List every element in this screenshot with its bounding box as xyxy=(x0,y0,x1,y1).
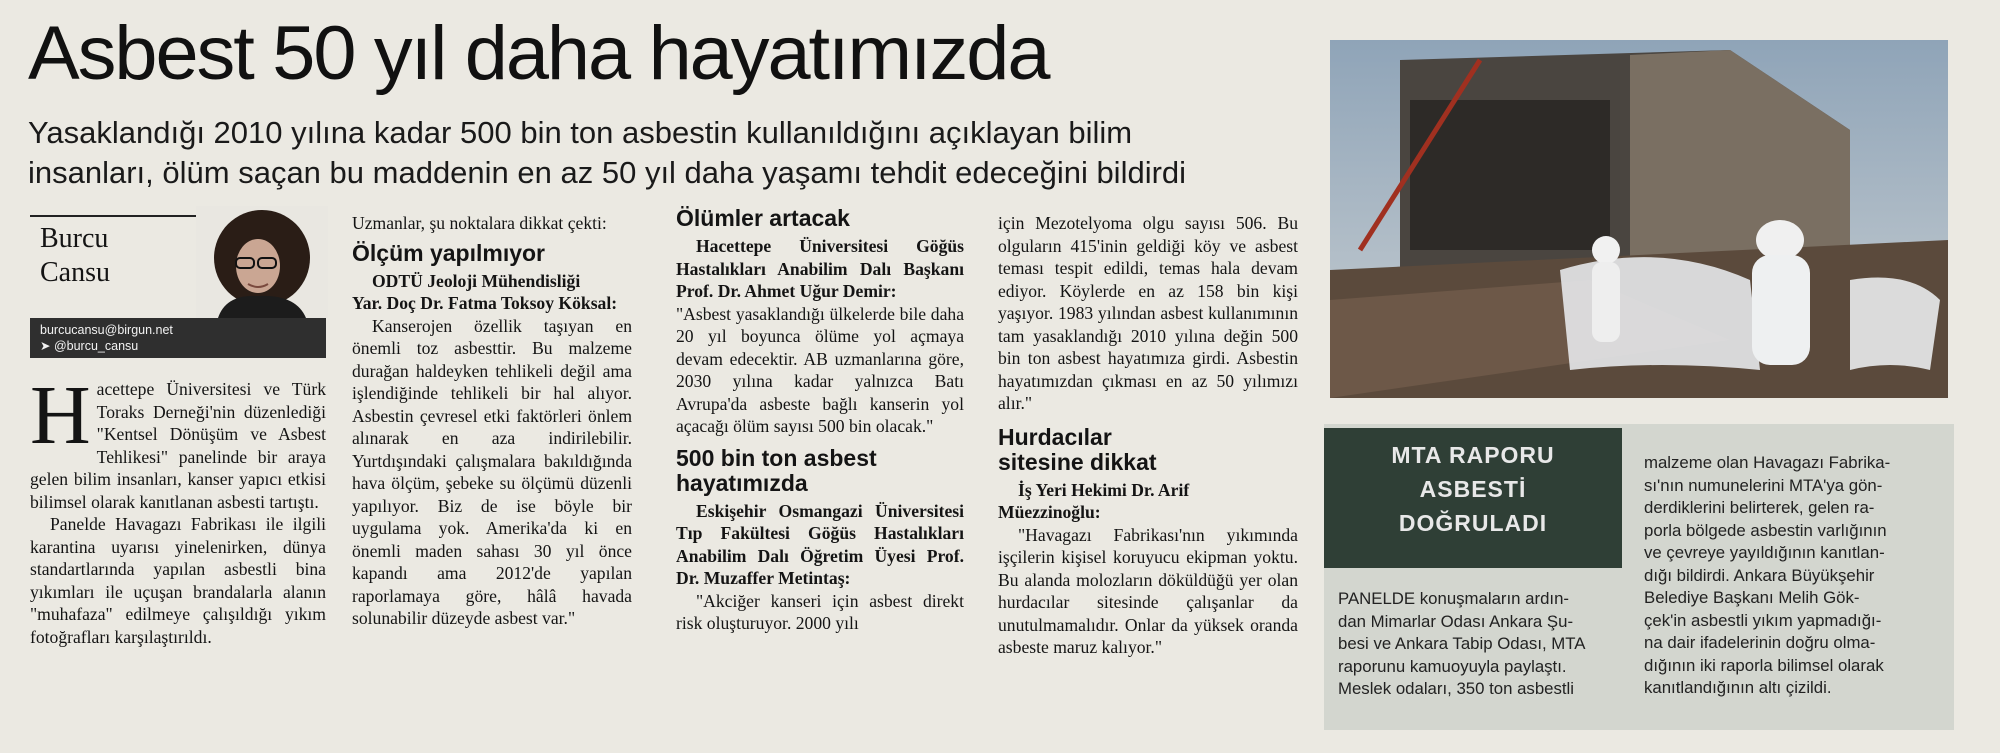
dropcap: H xyxy=(30,369,91,462)
col1-paragraph-2: Panelde Havagazı Fabrikası ile ilgili karantina uyarısı yinelenirken, dünya standartlarında yapılan asbestli bina yıkımları ile uçuşan brandalarla alanın "muhafaza" edilmeye çalışıldığı yıkım fotoğrafları karşılaştırıldı. xyxy=(30,514,326,647)
author-photo xyxy=(196,206,328,318)
col3-body-1: "Asbest yasaklandığı ülkelerde bile daha 20 yıl boyunca ölüme yol açmaya devam edecektir. AB uzmanlarına göre, 2030 yılına kadar yalnızca Batı Avrupa'da asbeste bağlı kanserin yol açacağı ölüm sayısı 500 bin olacak." xyxy=(676,303,964,436)
section-title-hurdacilar: Hurdacılar sitesine dikkat xyxy=(998,423,1157,475)
col2-intro: Uzmanlar, şu noktalara dikkat çekti: xyxy=(352,213,607,233)
col4-body-2: "Havagazı Fabrikası'nın yıkımında işçilerin kişisel koruyucu ekipman yoktu. Bu alanda molozların döküldüğü yer olan hurdacılar sitesinde çalışanlar da unutulmamalıdır. Onlar da yüksek oranda asbeste maruz kalıyor." xyxy=(998,524,1298,657)
col1-paragraph-1: Hacettepe Üniversitesi ve Türk Toraks Derneği'nin düzenlediği "Kentsel Dönüşüm ve Asbest Tehlikesi" panelinde bir araya gelen bilim insanları, kanser yapıcı etkisi bilimsel olarak kanıtlanan asbesti tartıştı. xyxy=(30,369,326,512)
col3-speaker-2: Eskişehir Osmangazi Üniversitesi Tıp Fakültesi Göğüs Hastalıkları Anabilim Dalı Öğretim Üyesi Prof. Dr. Muzaffer Metintaş: xyxy=(676,500,964,588)
column-4 xyxy=(998,212,1298,659)
author-email[interactable]: burcucansu@birgun.net xyxy=(40,323,173,337)
news-photo xyxy=(1330,40,1948,398)
section-title-500-bin: 500 bin ton asbest hayatımızda xyxy=(676,444,877,496)
headline: Asbest 50 yıl daha hayatımızda xyxy=(28,11,1049,96)
col4-speaker-line-2: Müezzinoğlu: xyxy=(998,502,1101,522)
author-twitter-row[interactable] xyxy=(40,338,326,354)
col3-speaker-1: Hacettepe Üniversitesi Göğüs Hastalıkları Anabilim Dalı Başkanı Prof. Dr. Ahmet Uğur Demir: xyxy=(676,236,964,301)
section-title-olcum: Ölçüm yapılmıyor xyxy=(352,239,546,266)
author-contact xyxy=(30,318,326,358)
col2-speaker-line-1: ODTÜ Jeoloji Mühendisliği xyxy=(372,270,581,291)
subheadline xyxy=(28,113,1318,193)
col4-body-1: için Mezotelyoma olgu sayısı 506. Bu olguların 415'inin geldiği köy ve asbest teması tespit edildi, temas hala devam ediyor. Köylerde en az 158 bin kişi yaşıyor. 1983 yılından asbest kullanımının tam yasaklandığı 2010 yılına değin 500 bin ton asbest hayatımıza girdi. Asbestin hayatımızdan çıkması en az 50 yılımızı alır." xyxy=(998,213,1298,413)
mta-report-box xyxy=(1324,428,1622,568)
col2-speaker-line-2: Yar. Doç Dr. Fatma Toksoy Köksal: xyxy=(352,293,618,313)
subhead-line-2: insanları, ölüm saçan bu maddenin en az 50 yıl daha yaşamı tehdit edeceğini bildirdi xyxy=(28,155,1187,190)
column-1 xyxy=(30,369,326,648)
author-twitter: @burcu_cansu xyxy=(53,339,139,353)
subhead-line-1: Yasaklandığı 2010 yılına kadar 500 bin ton asbestin kullanıldığını açıklayan bilim xyxy=(28,115,1133,150)
sidebar-right-text: malzeme olan Havagazı Fabrika- sı'nın numunelerini MTA'ya gön- derdiklerini belirterek, gelen ra- porla bölgede asbestin varlığının ve çevreye yayıldığının kanıtlan- dığı bildirdi. Ankara Büyükşehir Belediye Başkanı Melih Gök- çek'in asbestli yıkım yapmadığı- na dair ifadelerinin doğru olma- dığının iki raporla bilimsel olarak kanıtlandığının altı çizildi. xyxy=(1644,453,1891,697)
mta-box-line-3: DOĞRULADI xyxy=(1398,510,1548,536)
section-title-olumler: Ölümler artacak xyxy=(676,205,850,231)
mta-box-line-2: ASBESTİ xyxy=(1419,476,1527,502)
twitter-icon: ➤ xyxy=(40,339,54,353)
column-3 xyxy=(676,206,964,635)
col3-body-2: "Akciğer kanseri için asbest direkt risk oluşturuyor. 2000 yılı xyxy=(676,590,964,633)
author-first-name: Burcu xyxy=(40,223,109,254)
mta-box-line-1: MTA RAPORU xyxy=(1391,442,1555,468)
sidebar-left-text: PANELDE konuşmaların ardın- dan Mimarlar Odası Ankara Şu- besi ve Ankara Tabip Odası, MTA raporunu kamuoyuyla paylaştı. Meslek odaları, 350 ton asbestli xyxy=(1338,589,1586,698)
column-2 xyxy=(352,212,632,630)
author-last-name: Cansu xyxy=(40,257,110,288)
col4-speaker-line-1: İş Yeri Hekimi Dr. Arif xyxy=(1018,479,1190,500)
col2-body: Kanserojen özellik taşıyan en önemli toz asbesttir. Bu malzeme durağan haldeyken tehlikeli değil ama işlendiğinde tehlikeli bir hal alıyor. Asbestin çevresel etki faktörleri önlem alınarak en aza indirilebilir. Yurtdışındaki çalışmalara bakıldığında hava ölçüm, şebeke su ölçümü düzenli yapılıyor. Biz de ise böyle bir uygulama yok. Amerika'da ki en önemli maden sahası 30 yıl önce kapandı ama 2012'de yapılan raporlamaya göre, hâlâ havada solunabilir düzeyde asbest var." xyxy=(352,315,632,628)
author-name xyxy=(40,222,110,290)
